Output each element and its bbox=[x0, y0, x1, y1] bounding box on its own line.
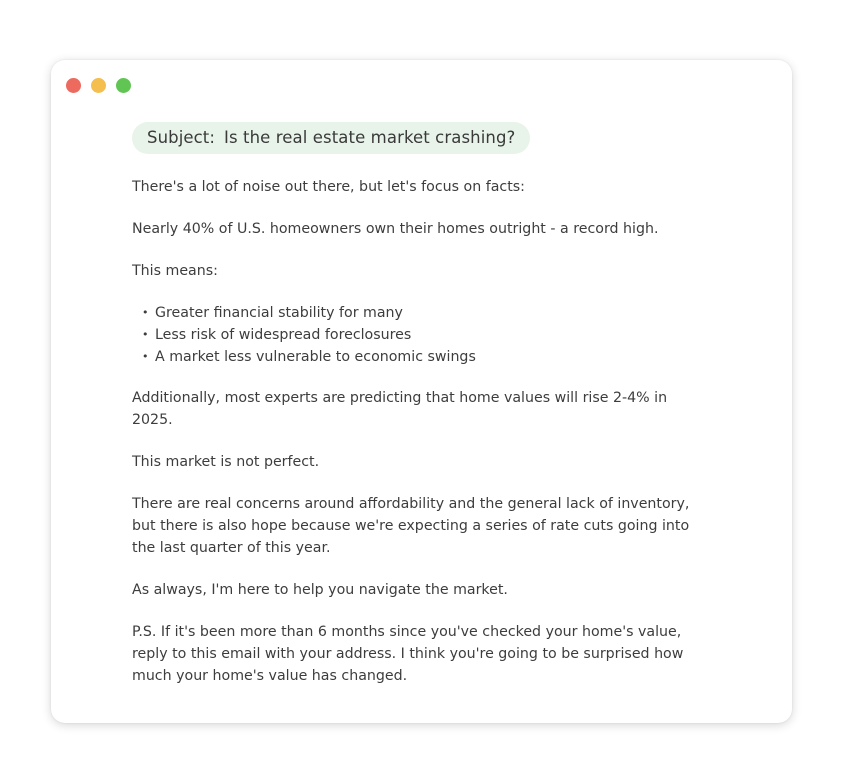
list-item bbox=[142, 346, 707, 368]
concerns-paragraph: There are real concerns around affordability and the general lack of inventory, but there is also hope because we're expecting a series of rate cuts going into the last quarter of this year. bbox=[132, 496, 690, 556]
window-controls bbox=[66, 78, 131, 93]
list-item-text: Greater financial stability for many bbox=[155, 305, 403, 321]
list-item-text: Less risk of widespread foreclosures bbox=[155, 327, 412, 343]
intro-paragraph: There's a lot of noise out there, but let's focus on facts: bbox=[132, 179, 525, 195]
means-paragraph: This means: bbox=[132, 263, 218, 279]
as-always-paragraph: As always, I'm here to help you navigate the market. bbox=[132, 582, 508, 598]
ps-paragraph: P.S. If it's been more than 6 months since you've checked your home's value, reply to this email with your address. I think you're going to be surprised how much your home's value has changed. bbox=[132, 624, 684, 684]
bullet-icon: • bbox=[142, 328, 149, 341]
close-button[interactable] bbox=[66, 78, 81, 93]
email-body bbox=[132, 176, 707, 687]
bullet-icon: • bbox=[142, 350, 149, 363]
email-content bbox=[132, 122, 707, 707]
subject-label: Subject: bbox=[147, 128, 216, 147]
bullet-icon: • bbox=[142, 306, 149, 319]
subject-text: Is the real estate market crashing? bbox=[224, 128, 516, 147]
maximize-button[interactable] bbox=[116, 78, 131, 93]
additionally-paragraph: Additionally, most experts are predicting that home values will rise 2-4% in 2025. bbox=[132, 390, 668, 428]
bullet-list bbox=[132, 302, 707, 368]
subject-line bbox=[132, 122, 530, 154]
minimize-button[interactable] bbox=[91, 78, 106, 93]
email-window bbox=[51, 60, 792, 723]
not-perfect-paragraph: This market is not perfect. bbox=[132, 454, 320, 470]
list-item bbox=[142, 302, 707, 324]
list-item-text: A market less vulnerable to economic swings bbox=[155, 349, 476, 365]
fact-paragraph: Nearly 40% of U.S. homeowners own their homes outright - a record high. bbox=[132, 221, 659, 237]
list-item bbox=[142, 324, 707, 346]
